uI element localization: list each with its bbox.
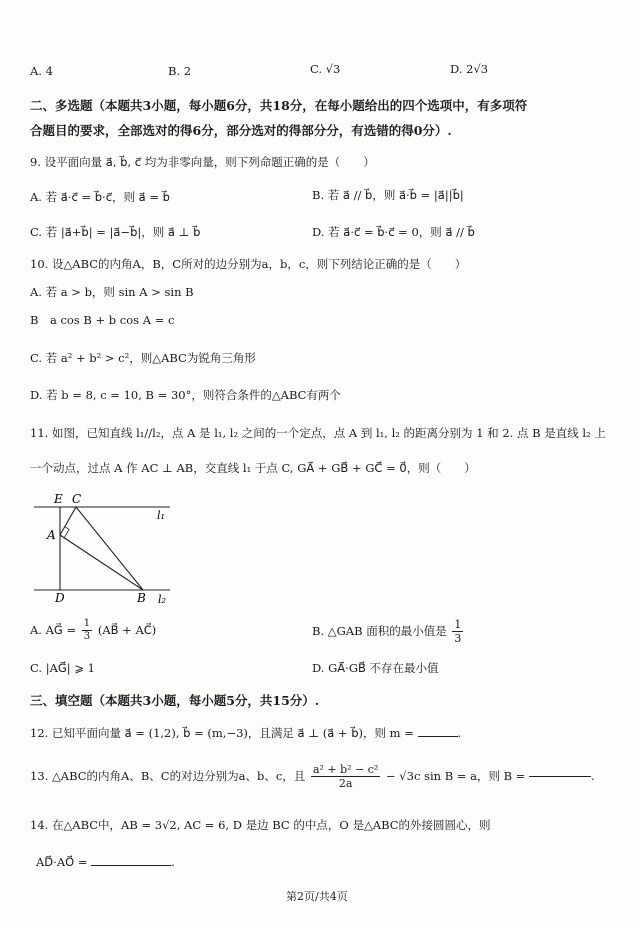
section2-title-line2: 合题目的要求，全部选对的得6分，部分选对的得部分分，有选错的得0分）. [30, 123, 452, 138]
segment-ab [60, 535, 143, 590]
q11-option-b [312, 619, 465, 644]
q11-b-frac-num: 1 [454, 618, 462, 631]
q12-answer-blank[interactable] [418, 736, 458, 737]
q10-option-b: B a cos B + b cos A = c [30, 313, 175, 327]
q10-stem: 10. 设△ABC的内角A，B，C所对的边分别为a，b，c，则下列结论正确的是（ ） [30, 257, 467, 271]
section2-title-line1: 二、多选题（本题共3小题，每小题6分，共18分，在每小题给出的四个选项中，有多项符 [30, 98, 528, 113]
label-l1: l₁ [157, 509, 165, 522]
q10-option-c: C. 若 a² + b² > c²，则△ABC为锐角三角形 [30, 351, 256, 365]
q14-line1: 14. 在△ABC中，AB = 3√2, AC = 6, D 是边 BC 的中点，O 是△ABC的外接圆圆心，则 [30, 818, 491, 832]
prev-option-b: B. 2 [168, 64, 192, 78]
q11-option-c: C. |AG⃗| ⩾ 1 [30, 661, 95, 675]
q13-prefix: 13. △ABC的内角A、B、C的对边分别为a、b、c，且 [30, 768, 306, 783]
q11-a-fraction [82, 619, 92, 642]
label-a: A [47, 528, 56, 542]
label-d: D [55, 591, 65, 605]
q11-b-frac-den: 3 [454, 632, 462, 645]
q14-answer-blank[interactable] [91, 865, 171, 866]
q9-stem: 9. 设平面向量 a⃗, b⃗, c⃗ 均为非零向量，则下列命题正确的是（ ） [30, 155, 375, 169]
segment-cb [76, 507, 143, 590]
q10-option-d: D. 若 b = 8, c = 10, B = 30°，则符合条件的△ABC有两个 [30, 388, 341, 402]
label-c: C [72, 492, 82, 506]
q11-a-rhs: (AB⃗ + AC⃗) [97, 622, 157, 637]
q9-option-b: B. 若 a⃗ // b⃗，则 a⃗·b⃗ = |a⃗||b⃗| [312, 188, 464, 202]
q11-b-text: B. △GAB 面积的最小值是 [312, 623, 447, 638]
right-angle-mark [64, 527, 69, 538]
q11-a-lhs: AG⃗ = [45, 622, 77, 637]
q10-option-a: A. 若 a > b，则 sin A > sin B [30, 285, 194, 299]
prev-option-d: D. 2√3 [450, 62, 489, 76]
q12-text: 12. 已知平面向量 a⃗ = (1,2), b⃗ = (m,−3)，且满足 a⃗ ⊥ (a⃗ + b⃗)，则 m = [30, 726, 414, 740]
q12-end: . [457, 726, 462, 740]
q13-answer-blank[interactable] [529, 776, 591, 777]
q13-end: . [591, 768, 595, 783]
q13-fraction [311, 764, 380, 789]
q9-option-a: A. 若 a⃗·c⃗ = b⃗·c⃗，则 a⃗ = b⃗ [30, 190, 170, 204]
q9-option-d: D. 若 a⃗·c⃗ = b⃗·c⃗ = 0，则 a⃗ // b⃗ [312, 225, 475, 239]
page-number: 第2页/共4页 [286, 890, 348, 903]
q11-b-fraction [452, 619, 463, 644]
q11-stem-line1: 11. 如图，已知直线 l₁//l₂，点 A 是 l₁, l₂ 之间的一个定点，点 A 到 l₁, l₂ 的距离分别为 1 和 2. 点 B 是直线 l₂ 上 [30, 426, 606, 440]
q9-option-c: C. 若 |a⃗+b⃗| = |a⃗−b⃗|，则 a⃗ ⊥ b⃗ [30, 225, 201, 239]
q11-a-frac-den: 3 [83, 631, 91, 642]
label-b: B [137, 591, 146, 605]
q12 [30, 728, 461, 740]
section3-title: 三、填空题（本题共3小题，每小题5分，共15分）. [30, 693, 320, 708]
q14-end: . [171, 855, 175, 869]
q11-stem-line2: 一个动点，过点 A 作 AC ⊥ AB，交直线 l₁ 于点 C, GA⃗ + GB⃗ + GC⃗ = 0⃗，则（ ） [30, 461, 476, 475]
q14-line2 [36, 857, 175, 869]
q11-option-a [30, 619, 156, 642]
label-e: E [54, 492, 63, 506]
q14-expression: AD⃗·AO⃗ = [36, 855, 88, 869]
q13-suffix: − √3c sin B = a，则 B = [386, 768, 526, 783]
q13-frac-num: a² + b² − c² [312, 763, 379, 776]
q13 [30, 764, 595, 789]
prev-option-a: A. 4 [30, 64, 53, 78]
q11-option-d: D. GA⃗·GB⃗ 不存在最小值 [312, 661, 439, 675]
prev-option-c: C. √3 [310, 62, 341, 76]
q11-a-prefix: A. [30, 622, 42, 637]
q11-a-frac-num: 1 [83, 618, 91, 629]
label-l2: l₂ [158, 593, 166, 606]
q13-frac-den: 2a [338, 777, 353, 790]
